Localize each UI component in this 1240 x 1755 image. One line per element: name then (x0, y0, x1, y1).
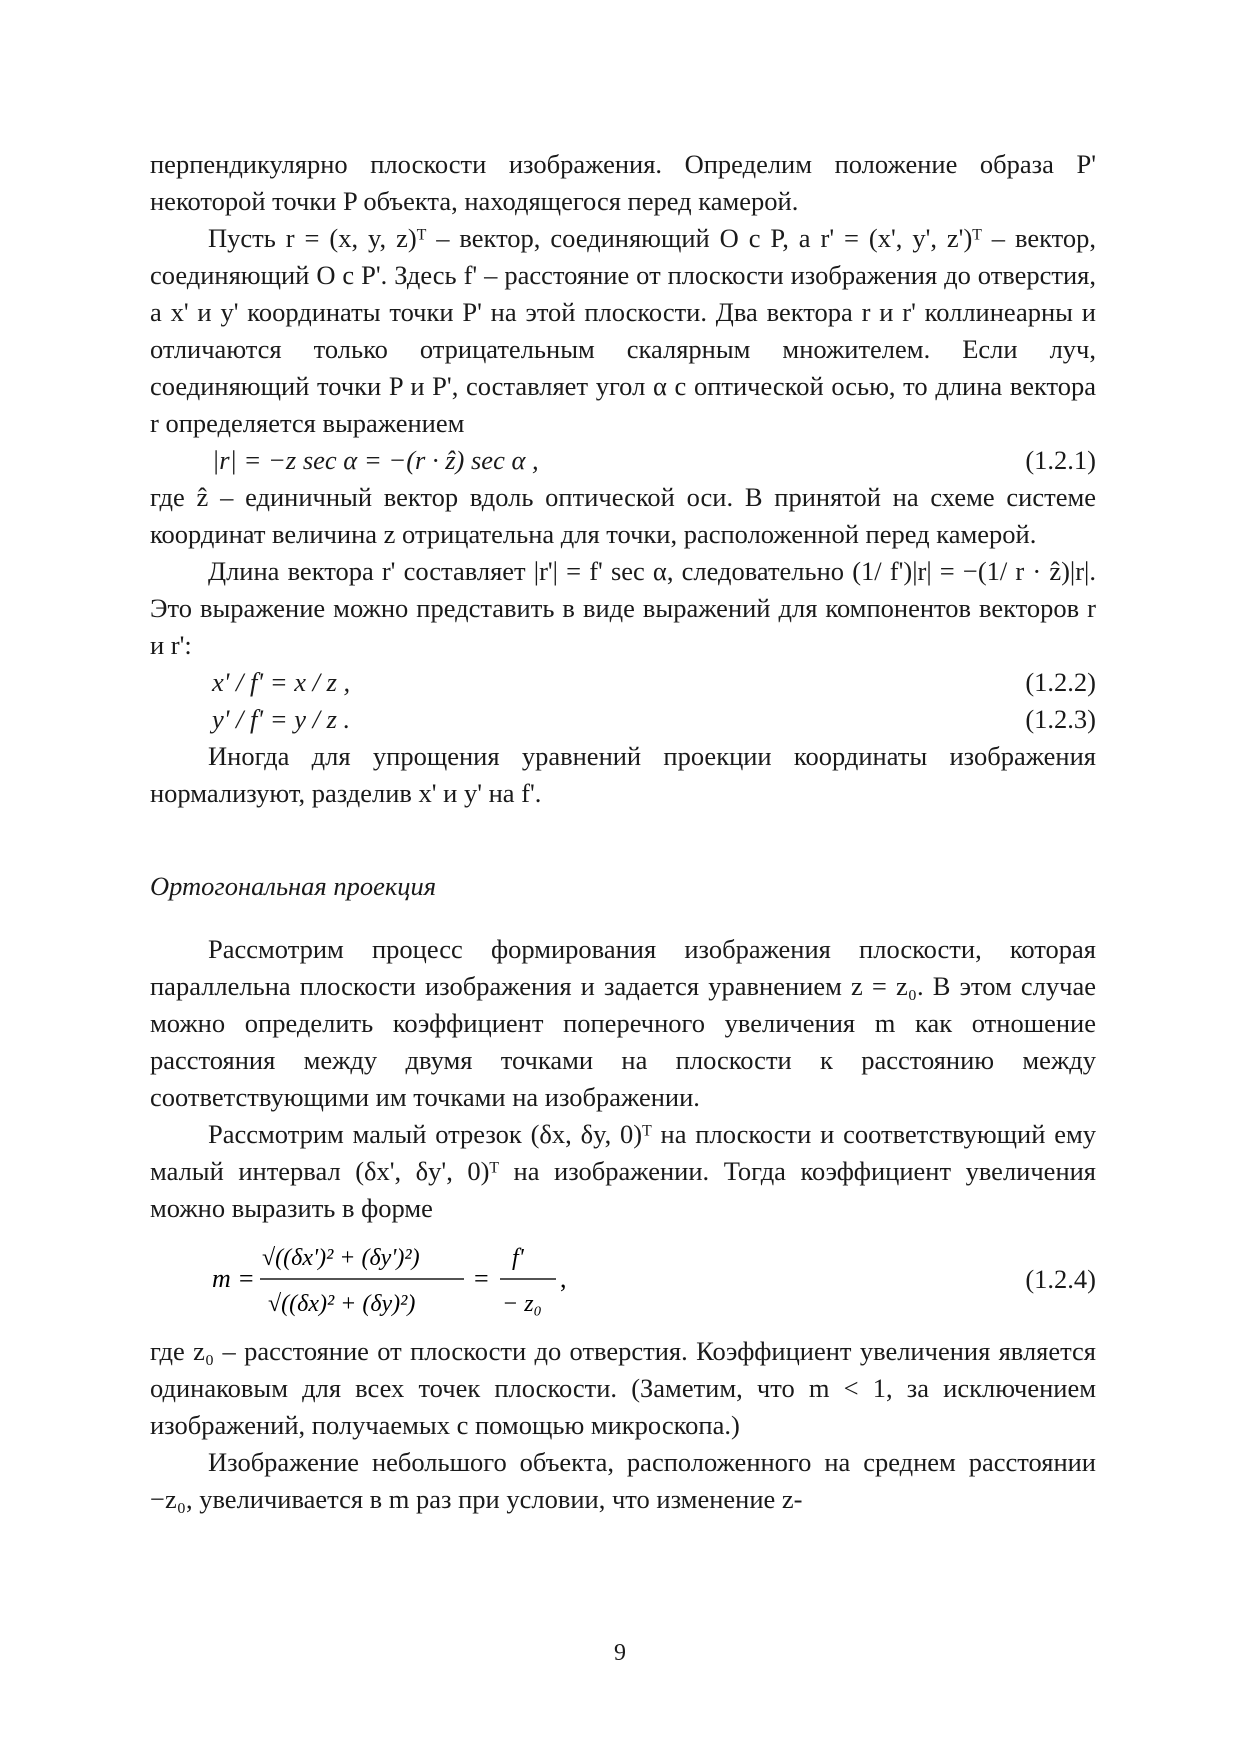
eq4-rhs-denominator: − z₀ (502, 1291, 542, 1317)
equation-1-2-4-formula (212, 1231, 572, 1327)
equation-1-2-1-number: (1.2.1) (1025, 445, 1096, 475)
eq4-equals: = (474, 1264, 489, 1293)
equation-1-2-3-body: y' / f' = y / z . (212, 704, 351, 734)
paragraph-6: Рассмотрим процесс формирования изображения плоскости, которая параллельна плоскости изображения и задается уравнением z = z₀. В этом случае можно определить коэффициент поперечного увеличения m как отношение расстояния между двумя точками на плоскости к расстоянию между соответствующими им точками на изображении. (150, 934, 1096, 1112)
equation-1-2-2-number: (1.2.2) (1025, 667, 1096, 697)
equation-1-2-4-number: (1.2.4) (1025, 1263, 1096, 1294)
paragraph-3: где ẑ – единичный вектор вдоль оптической оси. В принятой на схеме системе координат величина z отрицательна для точки, расположенной перед камерой. (150, 482, 1096, 549)
equation-1-2-1 (150, 442, 1096, 479)
equation-1-2-2 (150, 664, 1096, 701)
eq4-lhs: m = (212, 1264, 255, 1293)
paragraph-8: где z₀ – расстояние от плоскости до отверстия. Коэффициент увеличения является одинаковым для всех точек плоскости. (Заметим, что m < 1, за исключением изображений, получаемых с помощью микроскопа.) (150, 1336, 1096, 1440)
paragraph-2: Пусть r = (x, y, z)ᵀ – вектор, соединяющий O с P, а r' = (x', y', z')ᵀ – вектор, соединяющий O с P'. Здесь f' – расстояние от плоскости изображения до отверстия, а x' и y' координаты точки P' на этой плоскости. Два вектора r и r' коллинеарны и отличаются только отрицательным скалярным множителем. Если луч, соединяющий точки P и P', составляет угол α с оптической осью, то длина вектора r определяется выражением (150, 223, 1096, 438)
eq4-numerator: √((δx')² + (δy')²) (262, 1245, 420, 1271)
paragraph-9: Изображение небольшого объекта, расположенного на среднем расстоянии −z₀, увеличивается в m раз при условии, что изменение z- (150, 1447, 1096, 1514)
equation-1-2-1-body: |r| = −z sec α = −(r · ẑ) sec α , (212, 445, 539, 475)
eq4-rhs-numerator: f' (512, 1245, 524, 1271)
paragraph-7: Рассмотрим малый отрезок (δx, δy, 0)ᵀ на плоскости и соответствующий ему малый интервал (δx', δy', 0)ᵀ на изображении. Тогда коэффициент увеличения можно выразить в форме (150, 1119, 1096, 1223)
section-heading-text: Ортогональная проекция (150, 871, 437, 901)
document-page (150, 146, 1096, 1518)
paragraph-1: перпендикулярно плоскости изображения. Определим положение образа P' некоторой точки P объекта, находящегося перед камерой. (150, 149, 1096, 216)
eq4-comma: , (560, 1264, 567, 1293)
eq4-denominator: √((δx)² + (δy)²) (268, 1291, 416, 1317)
equation-1-2-3 (150, 701, 1096, 738)
section-heading (150, 868, 1096, 905)
equation-1-2-4 (150, 1231, 1096, 1327)
equation-1-2-2-body: x' / f' = x / z , (212, 667, 351, 697)
paragraph-4: Длина вектора r' составляет |r'| = f' sec α, следовательно (1/ f')|r| = −(1/ r · ẑ)|r|. Это выражение можно представить в виде выражений для компонентов векторов r и r': (150, 556, 1096, 660)
page-number: 9 (614, 1640, 626, 1666)
equation-1-2-3-number: (1.2.3) (1025, 704, 1096, 734)
paragraph-5: Иногда для упрощения уравнений проекции координаты изображения нормализуют, разделив x' и y' на f'. (150, 741, 1096, 808)
